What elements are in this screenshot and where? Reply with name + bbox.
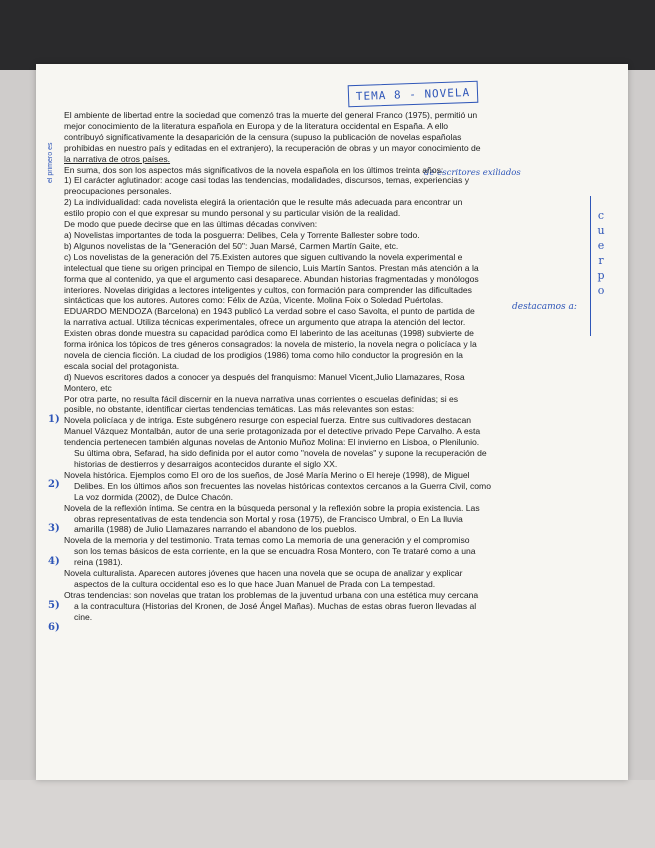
body-line: En suma, dos son los aspectos más significativos de la novela española en los últimos treinta años:: [64, 164, 444, 175]
body-line: De modo que puede decirse que en las últimas décadas conviven:: [64, 219, 318, 230]
body-line: Novela policíaca y de intriga. Este subgénero resurge con especial fuerza. Entre sus cultivadores destacan: [64, 415, 471, 426]
body-line: amarilla (1988) de Julio Llamazares narrando el abandono de los pueblos.: [74, 524, 357, 535]
body-line: cine.: [74, 611, 93, 622]
margin-vertical-word: c u e r p o: [597, 209, 605, 297]
body-line: posible, no obstante, identificar ciertas tendencias temáticas. Las más relevantes son estas:: [64, 404, 415, 415]
note-destacamos: destacamos a:: [512, 302, 577, 312]
body-line: Otras tendencias: son novelas que tratan los problemas de la juventud urbana con una estética muy cercana: [64, 589, 479, 600]
body-line: son los temas básicos de esta corriente, en la que se encuadra Rosa Montero, con Te trataré como a una: [74, 546, 476, 557]
photo-background-bottom: [0, 780, 655, 848]
body-line: Por otra parte, no resulta fácil discernir en la nueva narrativa unas corrientes o escuelas definidas; si es: [64, 393, 459, 404]
body-line: novela de ciencia ficción. La ciudad de los prodigios (1986) toma como hilo conductor la progresión en la: [64, 349, 463, 360]
body-line: escala social del protagonista.: [64, 360, 180, 371]
margin-note-left: el primero es: [47, 142, 54, 184]
body-line: La voz dormida (2002), de Dulce Chacón.: [74, 491, 234, 502]
body-line: c) Los novelistas de la generación del 75.Existen autores que siguen cultivando la novela experimental e: [64, 251, 463, 262]
body-line: Su última obra, Sefarad, ha sido definida por el autor como "novela de novelas" y supone la recuperación de: [74, 448, 487, 459]
body-line: forma irónica los tópicos de tres géneros consagrados: la novela de misterio, la novela negra o policíaca y la: [64, 339, 477, 350]
list-num-1: 1): [48, 414, 60, 425]
body-line: a) Novelistas importantes de toda la posguerra: Delibes, Cela y Torrente Ballester sobre todo.: [64, 229, 420, 240]
body-line: obras representativas de esta tendencia son Mortal y rosa (1975), de Francisco Umbral, o En La lluvia: [74, 513, 463, 524]
body-line: Existen obras donde muestra su capacidad paródica como El laberinto de las aceitunas (1998) subvierte de: [64, 328, 474, 339]
body-line: EDUARDO MENDOZA (Barcelona) en 1943 publicó La verdad sobre el caso Savolta, el punto de partida de: [64, 306, 475, 317]
body-line: a la contracultura (Historias del Kronen, de José Ángel Mañas). Muchas de estas obras fueron llevadas al: [74, 600, 477, 611]
list-num-2: 2): [48, 479, 60, 490]
body-line: mejor conocimiento de la literatura española en Europa y de la literatura occidental en España. A ello: [64, 120, 449, 131]
body-line: forma que al contenido, ya que el argumento casi desaparece. Abundan historias fragmentadas y monólogos: [64, 273, 479, 284]
body-line: la narrativa de otros países.: [64, 153, 171, 164]
body-line: estilo propio con el que expresar su mundo personal y su particular visión de la realidad.: [64, 208, 401, 219]
body-line: Novela histórica. Ejemplos como El oro de los sueños, de José María Merino o El hereje (1998), de Miguel: [64, 469, 470, 480]
body-line: interiores. Novelas dirigidas a lectores inteligentes y cultos, con formación para comprender las dificultades: [64, 284, 472, 295]
body-line: Delibes. En los últimos años son frecuentes las novelas históricas contextos cercanos a la Guerra Civil, como: [74, 480, 491, 491]
list-num-6: 6): [48, 622, 60, 633]
body-line: 2) La individualidad: cada novelista elegirá la orientación que le resulte más adecuada para encontrar un: [64, 197, 463, 208]
body-line: Novela de la memoria y del testimonio. Trata temas como La memoria de una generación y el compromiso: [64, 535, 470, 546]
body-line: Novela culturalista. Aparecen autores jóvenes que hacen una novela que se ocupa de analizar y explicar: [64, 568, 463, 579]
list-num-4: 4): [48, 556, 60, 567]
body-line: reina (1981).: [74, 557, 123, 568]
body-line: tendencia pertenecen también algunas novelas de Antonio Muñoz Molina: El invierno en Lisboa, o Plenilunio.: [64, 437, 480, 448]
body-line: Novela de la reflexión íntima. Se centra en la búsqueda personal y la reflexión sobre la propia existencia. Las: [64, 502, 480, 513]
body-line: Manuel Vázquez Montalbán, autor de una serie protagonizada por el detective privado Pepe Carvalho. A esta: [64, 426, 481, 437]
body-line: 1) El carácter aglutinador: acoge casi todas las tendencias, modalidades, discursos, temas, experiencias y: [64, 175, 470, 186]
list-num-3: 3): [48, 523, 60, 534]
body-line: historias de destierros y desarraigos acontecidos durante el siglo XX.: [74, 459, 338, 469]
body-line: preocupaciones personales.: [64, 186, 172, 197]
body-line: sintácticas que los autores. Autores como: Félix de Azúa, Vicente. Molina Foix o Soledad Puértolas.: [64, 295, 444, 306]
body-line: El ambiente de libertad entre la sociedad que comenzó tras la muerte del general Franco (1975), permitió un: [64, 110, 478, 120]
body-line: contribuyó significativamente la desaparición de la censura (supuso la publicación de novelas españolas: [64, 131, 462, 142]
note-exiliados: de escritores exiliados: [424, 168, 521, 178]
body-line: Montero, etc: [64, 382, 112, 393]
document-body: [64, 110, 564, 623]
handwritten-title: TEMA 8 - NOVELA: [348, 81, 479, 108]
photo-background-top: [0, 0, 655, 70]
body-line: la narrativa actual. Utiliza técnicas experimentales, ofrece un argumento que atrapa la atención del lector.: [64, 317, 466, 328]
body-line: prohibidas en nuestro país y editadas en el extranjero), la recuperación de obras y un mayor conocimiento de: [64, 142, 481, 153]
body-line: b) Algunos novelistas de la "Generación del 50": Juan Marsé, Carmen Martín Gaite, etc.: [64, 240, 399, 251]
body-line: intelectual que tiene su origen principal en Tiempo de silencio, Luis Martín Santos. Prestan más atención a la: [64, 262, 479, 273]
body-line: d) Nuevos escritores dados a conocer ya después del franquismo: Manuel Vicent,Julio Llamazares, Rosa: [64, 371, 465, 382]
body-line: aspectos de la cultura occidental eso es lo que hace Juan Manuel de Prada con La tempestad.: [74, 578, 436, 589]
list-num-5: 5): [48, 600, 60, 611]
